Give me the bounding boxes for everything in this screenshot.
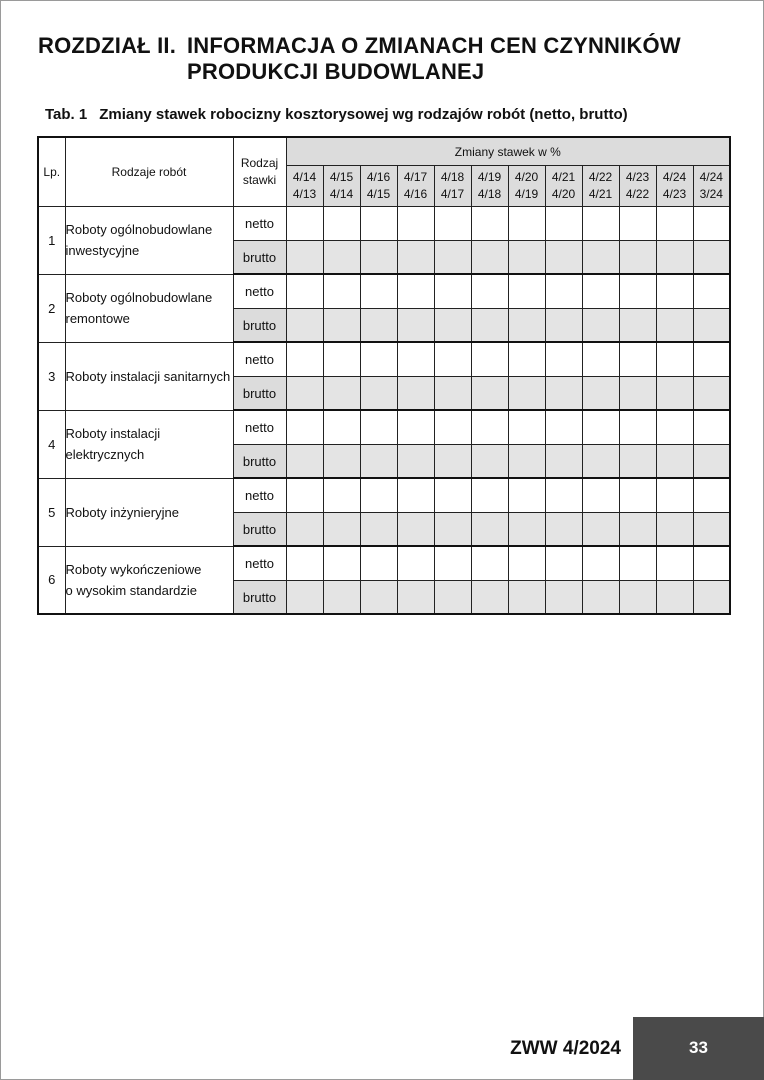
value-cell	[693, 513, 730, 547]
header-period	[582, 166, 619, 207]
page-number: 33	[689, 1038, 708, 1057]
value-cell	[619, 445, 656, 479]
value-cell	[693, 445, 730, 479]
header-period	[397, 166, 434, 207]
period-top: 4/17	[403, 170, 428, 184]
works-name-line: Roboty ogólnobudowlane	[65, 290, 213, 305]
value-cell	[397, 478, 434, 513]
chapter-title-line1: INFORMACJA O ZMIANACH CEN CZYNNIKÓW	[187, 33, 681, 58]
value-cell	[619, 478, 656, 513]
period-top: 4/24	[699, 170, 723, 184]
value-cell	[619, 581, 656, 615]
value-cell	[434, 546, 471, 581]
works-name-line: Roboty instalacji sanitarnych	[65, 368, 231, 384]
value-cell	[656, 207, 693, 241]
works-name-line: o wysokim standardzie	[65, 582, 197, 598]
header-period	[508, 166, 545, 207]
rate-kind-netto: netto	[233, 342, 286, 377]
period-top: 4/19	[477, 170, 502, 184]
period-bottom: 4/14	[329, 187, 354, 201]
period-top: 4/21	[551, 170, 576, 184]
table-caption	[45, 106, 628, 123]
period-bottom: 4/17	[440, 187, 465, 201]
value-cell	[434, 478, 471, 513]
value-cell	[397, 342, 434, 377]
value-cell	[582, 342, 619, 377]
header-period	[693, 166, 730, 207]
period-top: 4/22	[588, 170, 613, 184]
chapter-heading	[38, 33, 681, 85]
value-cell	[508, 241, 545, 275]
row-works-name	[65, 342, 233, 410]
value-cell	[397, 546, 434, 581]
value-cell	[582, 513, 619, 547]
value-cell	[693, 274, 730, 309]
value-cell	[323, 377, 360, 411]
publication-title: ZWW 4/2024	[510, 1038, 621, 1059]
value-cell	[582, 207, 619, 241]
header-works: Rodzaje robót	[65, 137, 233, 207]
value-cell	[397, 274, 434, 309]
value-cell	[397, 445, 434, 479]
value-cell	[582, 546, 619, 581]
row-works-name	[65, 274, 233, 342]
row-lp: 3	[38, 342, 65, 410]
value-cell	[582, 478, 619, 513]
table-row	[38, 478, 730, 513]
value-cell	[323, 342, 360, 377]
value-cell	[397, 377, 434, 411]
value-cell	[545, 342, 582, 377]
period-top: 4/18	[440, 170, 465, 184]
value-cell	[619, 342, 656, 377]
rate-kind-brutto: brutto	[233, 309, 286, 343]
value-cell	[286, 478, 323, 513]
period-top: 4/23	[625, 170, 650, 184]
value-cell	[656, 309, 693, 343]
table-row	[38, 342, 730, 377]
rate-kind-brutto: brutto	[233, 445, 286, 479]
header-changes: Zmiany stawek w %	[286, 137, 730, 166]
value-cell	[545, 410, 582, 445]
header-period	[656, 166, 693, 207]
value-cell	[656, 445, 693, 479]
works-name-line: Roboty inżynieryjne	[65, 504, 179, 520]
value-cell	[582, 241, 619, 275]
period-bottom: 4/22	[625, 187, 650, 201]
table-number: Tab. 1	[45, 106, 88, 123]
value-cell	[656, 478, 693, 513]
row-works-name	[65, 207, 233, 275]
value-cell	[619, 546, 656, 581]
value-cell	[360, 342, 397, 377]
value-cell	[360, 241, 397, 275]
value-cell	[471, 478, 508, 513]
header-period	[360, 166, 397, 207]
value-cell	[508, 410, 545, 445]
value-cell	[397, 410, 434, 445]
rate-kind-netto: netto	[233, 207, 286, 241]
period-bottom: 4/19	[514, 187, 539, 201]
value-cell	[360, 377, 397, 411]
table-row	[38, 274, 730, 309]
value-cell	[582, 581, 619, 615]
value-cell	[360, 478, 397, 513]
rate-kind-netto: netto	[233, 478, 286, 513]
period-bottom: 4/13	[292, 187, 317, 201]
value-cell	[619, 241, 656, 275]
value-cell	[656, 546, 693, 581]
works-name-line: Roboty ogólnobudowlane	[65, 222, 213, 238]
value-cell	[286, 377, 323, 411]
value-cell	[582, 377, 619, 411]
row-lp: 2	[38, 274, 65, 342]
value-cell	[656, 274, 693, 309]
value-cell	[545, 546, 582, 581]
period-bottom: 4/15	[366, 187, 391, 201]
rate-kind-brutto: brutto	[233, 513, 286, 547]
value-cell	[508, 274, 545, 309]
value-cell	[323, 309, 360, 343]
value-cell	[397, 513, 434, 547]
value-cell	[582, 445, 619, 479]
value-cell	[434, 274, 471, 309]
value-cell	[545, 377, 582, 411]
value-cell	[471, 377, 508, 411]
works-name-line: remontowe	[65, 311, 130, 326]
value-cell	[619, 377, 656, 411]
value-cell	[508, 377, 545, 411]
header-row	[38, 137, 730, 166]
value-cell	[434, 581, 471, 615]
period-top: 4/24	[662, 170, 687, 184]
value-cell	[434, 377, 471, 411]
value-cell	[582, 410, 619, 445]
value-cell	[286, 241, 323, 275]
value-cell	[508, 478, 545, 513]
value-cell	[471, 342, 508, 377]
row-lp: 4	[38, 410, 65, 478]
value-cell	[471, 410, 508, 445]
value-cell	[397, 581, 434, 615]
period-bottom: 4/18	[477, 187, 502, 201]
value-cell	[656, 410, 693, 445]
value-cell	[508, 207, 545, 241]
value-cell	[508, 513, 545, 547]
value-cell	[508, 342, 545, 377]
table-row	[38, 546, 730, 581]
value-cell	[360, 581, 397, 615]
period-top: 4/20	[514, 170, 539, 184]
value-cell	[508, 581, 545, 615]
value-cell	[286, 309, 323, 343]
value-cell	[619, 207, 656, 241]
header-period	[323, 166, 360, 207]
value-cell	[323, 581, 360, 615]
value-cell	[471, 241, 508, 275]
value-cell	[693, 342, 730, 377]
value-cell	[693, 207, 730, 241]
value-cell	[286, 207, 323, 241]
value-cell	[360, 274, 397, 309]
table-row	[38, 410, 730, 445]
rate-kind-netto: netto	[233, 274, 286, 309]
header-period	[286, 166, 323, 207]
row-lp: 6	[38, 546, 65, 614]
row-lp: 5	[38, 478, 65, 546]
row-works-name	[65, 546, 233, 614]
header-rate-kind: Rodzaj stawki	[233, 137, 286, 207]
value-cell	[582, 309, 619, 343]
period-top: 4/16	[366, 170, 391, 184]
value-cell	[360, 546, 397, 581]
rate-kind-brutto: brutto	[233, 241, 286, 275]
value-cell	[434, 207, 471, 241]
value-cell	[656, 342, 693, 377]
value-cell	[471, 445, 508, 479]
value-cell	[323, 546, 360, 581]
value-cell	[286, 546, 323, 581]
value-cell	[471, 513, 508, 547]
period-bottom: 3/24	[699, 187, 723, 201]
value-cell	[508, 546, 545, 581]
value-cell	[323, 513, 360, 547]
value-cell	[323, 241, 360, 275]
value-cell	[360, 410, 397, 445]
value-cell	[434, 309, 471, 343]
value-cell	[693, 410, 730, 445]
value-cell	[471, 207, 508, 241]
value-cell	[693, 546, 730, 581]
value-cell	[693, 581, 730, 615]
value-cell	[545, 274, 582, 309]
value-cell	[582, 274, 619, 309]
value-cell	[434, 410, 471, 445]
period-bottom: 4/23	[662, 187, 687, 201]
period-bottom: 4/21	[588, 187, 613, 201]
value-cell	[545, 309, 582, 343]
value-cell	[471, 274, 508, 309]
period-bottom: 4/16	[403, 187, 428, 201]
value-cell	[286, 410, 323, 445]
period-bottom: 4/20	[551, 187, 576, 201]
rate-kind-netto: netto	[233, 410, 286, 445]
header-period	[471, 166, 508, 207]
rate-kind-brutto: brutto	[233, 581, 286, 615]
value-cell	[323, 274, 360, 309]
row-works-name	[65, 410, 233, 478]
value-cell	[693, 377, 730, 411]
value-cell	[693, 241, 730, 275]
value-cell	[286, 274, 323, 309]
value-cell	[323, 445, 360, 479]
chapter-title-line2: PRODUKCJI BUDOWLANEJ	[187, 59, 485, 84]
works-name-line: inwestycyjne	[65, 243, 140, 259]
value-cell	[545, 445, 582, 479]
value-cell	[656, 377, 693, 411]
value-cell	[545, 207, 582, 241]
value-cell	[619, 309, 656, 343]
row-works-name	[65, 478, 233, 546]
value-cell	[434, 241, 471, 275]
rates-table	[37, 136, 731, 615]
rate-kind-netto: netto	[233, 546, 286, 581]
value-cell	[656, 241, 693, 275]
rate-kind-brutto: brutto	[233, 377, 286, 411]
value-cell	[471, 309, 508, 343]
value-cell	[286, 445, 323, 479]
value-cell	[323, 410, 360, 445]
value-cell	[471, 581, 508, 615]
table-title: Zmiany stawek robocizny kosztorysowej wg rodzajów robót (netto, brutto)	[99, 106, 628, 123]
value-cell	[545, 241, 582, 275]
period-top: 4/15	[329, 170, 354, 184]
value-cell	[397, 207, 434, 241]
value-cell	[434, 342, 471, 377]
value-cell	[397, 309, 434, 343]
value-cell	[508, 309, 545, 343]
value-cell	[545, 581, 582, 615]
header-period	[619, 166, 656, 207]
works-name-line: Roboty wykończeniowe	[65, 561, 202, 577]
value-cell	[693, 309, 730, 343]
value-cell	[286, 513, 323, 547]
value-cell	[693, 478, 730, 513]
chapter-number: ROZDZIAŁ II.	[38, 33, 177, 58]
value-cell	[360, 309, 397, 343]
value-cell	[286, 342, 323, 377]
table-row	[38, 207, 730, 241]
value-cell	[323, 478, 360, 513]
value-cell	[656, 513, 693, 547]
value-cell	[545, 478, 582, 513]
header-period	[545, 166, 582, 207]
works-name-line: Roboty instalacji elektrycznych	[65, 426, 161, 462]
value-cell	[508, 445, 545, 479]
value-cell	[545, 513, 582, 547]
value-cell	[286, 581, 323, 615]
value-cell	[434, 513, 471, 547]
value-cell	[619, 513, 656, 547]
value-cell	[360, 207, 397, 241]
header-lp: Lp.	[38, 137, 65, 207]
value-cell	[434, 445, 471, 479]
value-cell	[471, 546, 508, 581]
value-cell	[656, 581, 693, 615]
period-top: 4/14	[292, 170, 317, 184]
value-cell	[360, 445, 397, 479]
row-lp: 1	[38, 207, 65, 275]
value-cell	[360, 513, 397, 547]
value-cell	[397, 241, 434, 275]
value-cell	[619, 274, 656, 309]
header-period	[434, 166, 471, 207]
value-cell	[619, 410, 656, 445]
value-cell	[323, 207, 360, 241]
